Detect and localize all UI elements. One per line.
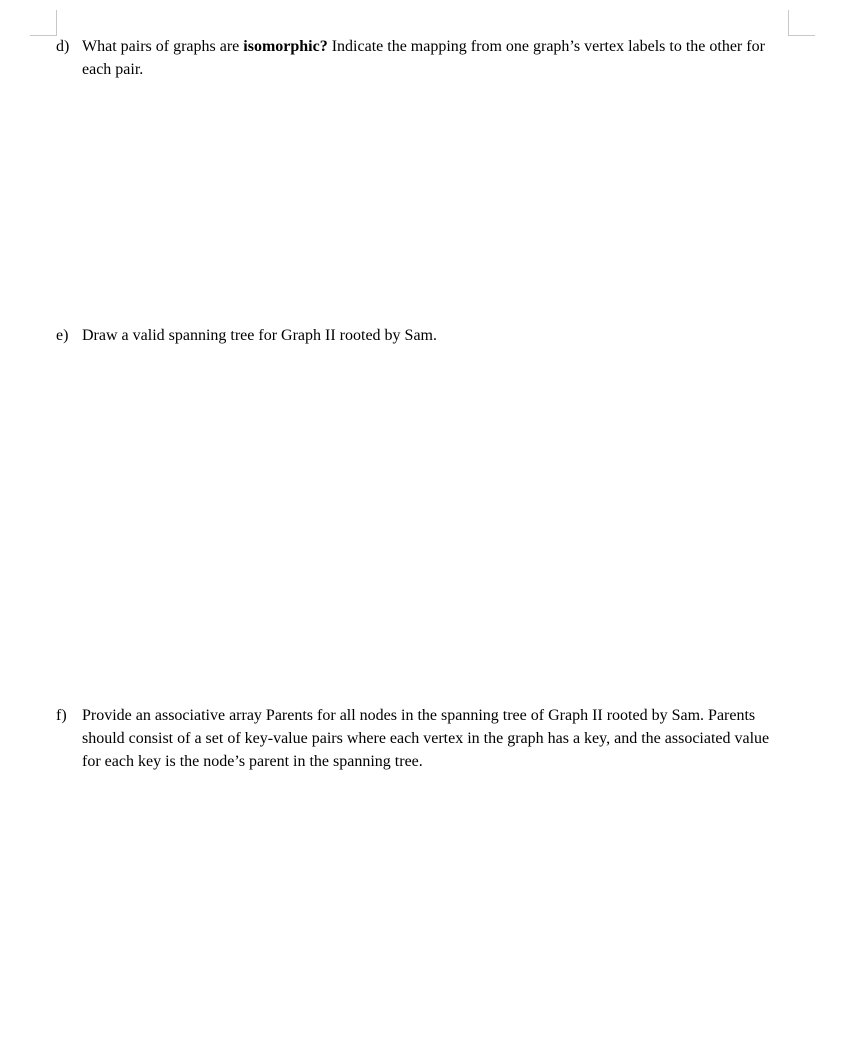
crop-mark-top-right — [788, 10, 815, 36]
question-f — [56, 704, 786, 773]
question-f-text: Provide an associative array Parents for all nodes in the spanning tree of Graph II rooted by Sam. Parents should consist of a set of key-value pairs where each vertex in the graph has a key, and the associated value for each key is the node’s parent in the spanning tree. — [82, 707, 770, 770]
question-d-bold-term: isomorphic? — [243, 38, 328, 55]
question-d-text — [82, 35, 786, 81]
question-e — [56, 324, 786, 347]
question-d-marker: d) — [56, 38, 70, 55]
question-f-marker: f) — [56, 707, 67, 724]
question-d — [56, 35, 786, 81]
crop-mark-top-left — [30, 10, 57, 36]
question-e-text: Draw a valid spanning tree for Graph II rooted by Sam. — [82, 327, 437, 344]
question-d-text-start: What pairs of graphs are — [82, 38, 244, 55]
question-d-text-end: Indicate the mapping from one graph’s vertex labels to the other for each pair. — [82, 38, 765, 78]
question-e-marker: e) — [56, 327, 69, 344]
